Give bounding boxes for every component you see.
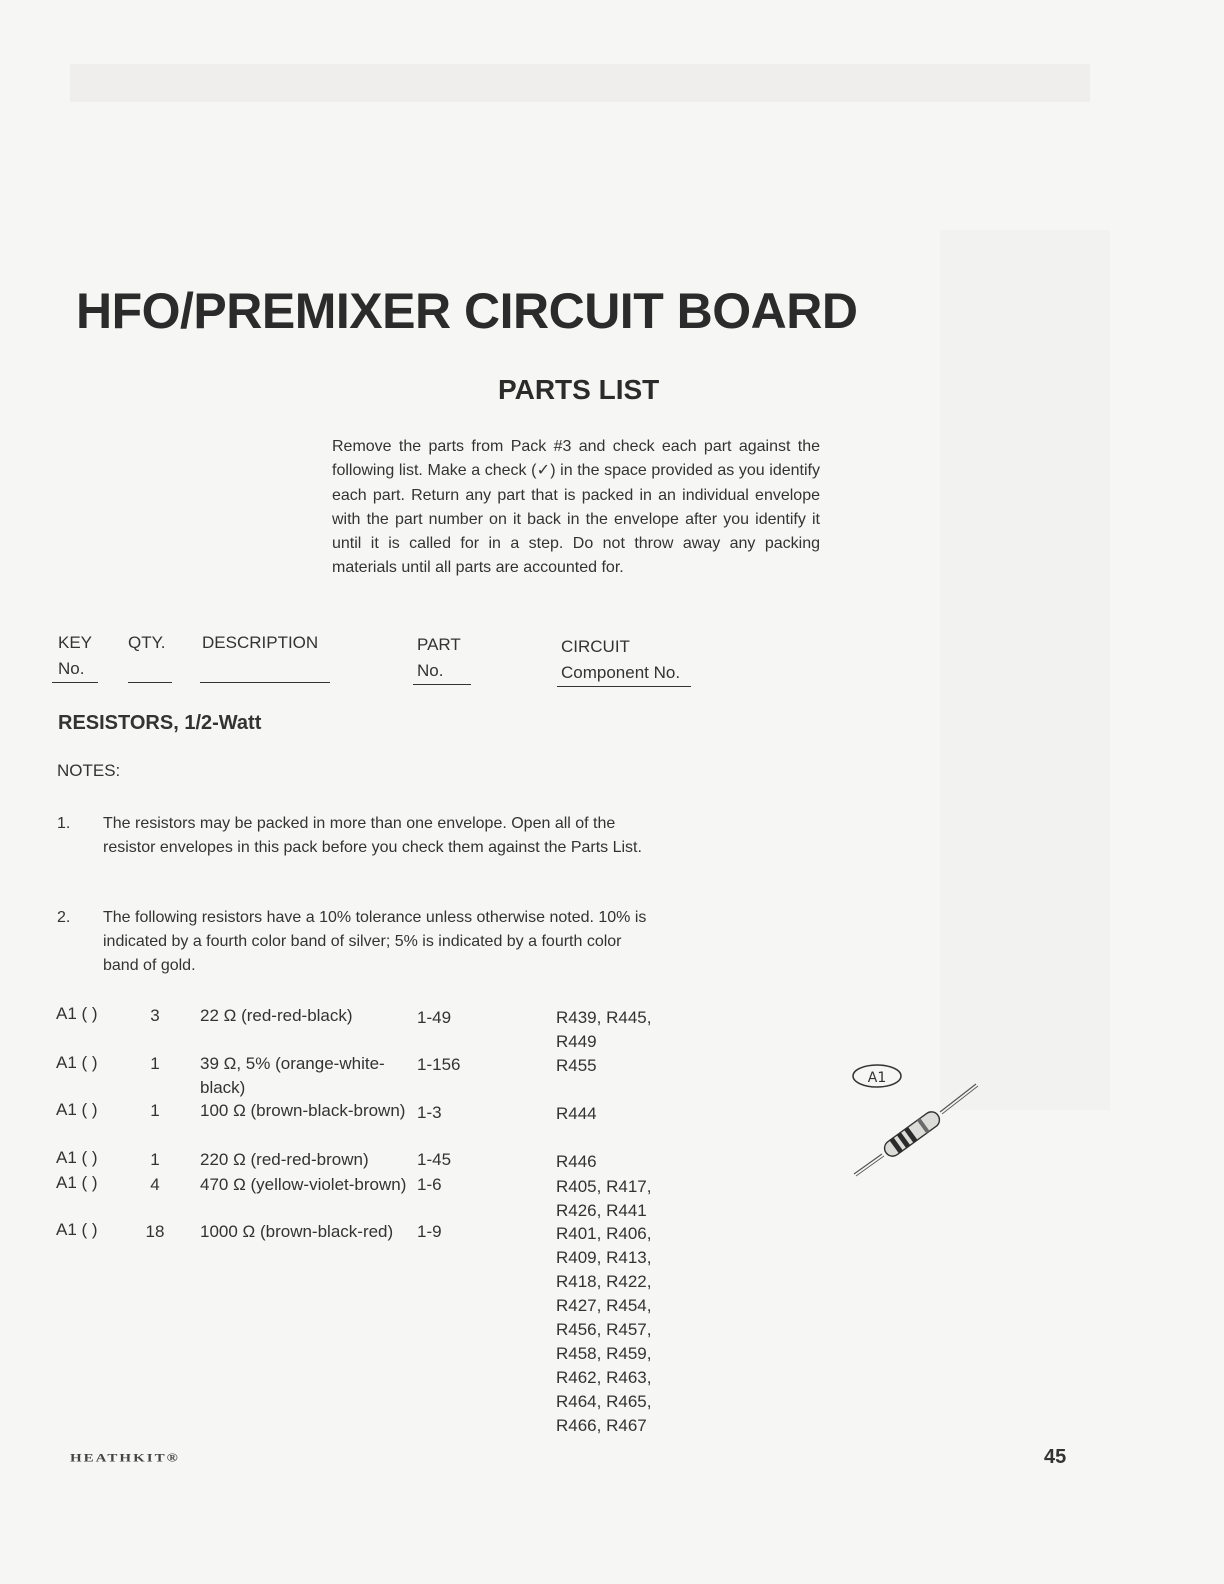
page-title: HFO/PREMIXER CIRCUIT BOARD [76,283,858,339]
col-part-sub: No. [417,661,444,680]
lead-right [940,1084,976,1112]
row-1-key[interactable]: A1 ( ) [56,1004,98,1023]
row-5-circuit: R405, R417, R426, R441 [556,1177,652,1220]
row-1-qty: 3 [150,1006,160,1025]
row-3-description: 100 Ω (brown-black-brown) [200,1101,406,1120]
row-2-qty: 1 [150,1054,160,1073]
section-title: RESISTORS, 1/2-Watt [58,712,262,734]
col-part-header [417,632,461,684]
row-6-key[interactable]: A1 ( ) [56,1220,98,1239]
col-qty-header: QTY. [128,633,166,652]
note-text: The resistors may be packed in more than one envelope. Open all of the resistor envelopes in this pack before you check them against the Parts List. [103,815,642,856]
row-5-part-number: 1-6 [417,1175,442,1194]
notes-label: NOTES: [57,761,121,780]
row-5-qty: 4 [150,1175,160,1194]
lead-right-shadow [942,1086,978,1114]
note-number: 2. [57,909,71,926]
row-6-circuit: R401, R406, R409, R413, R418, R422, R427, R454, R456, R457, R458, R459, R462, R463, R464, R465, R466, R467 [556,1224,652,1435]
resistor-body [881,1109,942,1160]
resistor-illustration [840,1058,990,1193]
row-6-qty: 18 [145,1222,165,1241]
row-3-circuit: R444 [556,1104,597,1123]
resistor-label: A1 [867,1070,887,1086]
col-part-label: PART [417,635,461,654]
bleed-through-column [940,230,1110,1110]
resistor-drawing [840,1058,990,1188]
intro-paragraph: Remove the parts from Pack #3 and check each part against the following list. Make a check (✓) in the space provided as you identify each part. Return any part that is packed in an individual envelope with the part number on it back in the envelope after you identify it until it is called for in a step. Do not throw away any packing materials until all parts are accounted for. [332,438,820,577]
col-desc-header: DESCRIPTION [202,633,319,652]
row-4-key[interactable]: A1 ( ) [56,1148,98,1167]
note-text: The following resistors have a 10% tolerance unless otherwise noted. 10% is indicated by a fourth color band of silver; 5% is indicated by a fourth color band of gold. [103,909,647,974]
lead-left [854,1154,882,1174]
row-1-circuit: R439, R445, R449 [556,1008,652,1051]
row-6-description: 1000 Ω (brown-black-red) [200,1222,394,1241]
page-number: 45 [1044,1446,1067,1468]
row-2-circuit: R455 [556,1056,597,1075]
col-circuit-underline [557,686,691,687]
row-3-key[interactable]: A1 ( ) [56,1100,98,1119]
row-2-key[interactable]: A1 ( ) [56,1053,98,1072]
row-3-part-number: 1-3 [417,1103,442,1122]
row-5-description: 470 Ω (yellow-violet-brown) [200,1175,407,1194]
lead-left-shadow [856,1156,884,1176]
col-key-label: KEY [58,633,93,652]
row-3-qty: 1 [150,1101,160,1120]
row-1-part-number: 1-49 [417,1008,452,1027]
note-number: 1. [57,815,71,832]
row-1-description: 22 Ω (red-red-black) [200,1006,353,1025]
col-part-underline [413,684,471,685]
row-2-part-number: 1-156 [417,1055,461,1074]
row-2-description: 39 Ω, 5% (orange-white-black) [200,1054,385,1097]
col-circuit-label: CIRCUIT [561,637,630,656]
row-4-qty: 1 [150,1150,160,1169]
row-4-description: 220 Ω (red-red-brown) [200,1150,369,1169]
col-key-underline [52,682,98,683]
heathkit-logo: HEATHKIT® [70,1451,180,1465]
col-key-sub: No. [58,659,85,678]
row-4-part-number: 1-45 [417,1150,452,1169]
row-6-part-number: 1-9 [417,1222,442,1241]
col-qty-underline [128,682,172,683]
col-desc-underline [200,682,330,683]
parts-list-heading: PARTS LIST [498,374,660,405]
col-circuit-sub: Component No. [561,663,681,682]
bleed-through-band [70,64,1090,102]
row-4-circuit: R446 [556,1152,597,1171]
col-key-header [58,630,92,682]
col-circuit-header [561,634,680,686]
row-5-key[interactable]: A1 ( ) [56,1173,98,1192]
